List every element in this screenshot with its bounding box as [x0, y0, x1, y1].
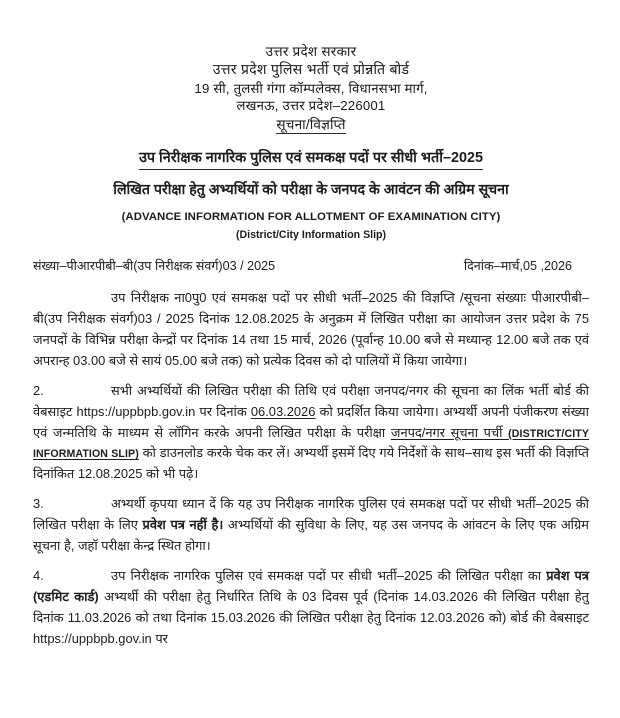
paragraph-text: अभ्यर्थी की परीक्षा हेतु निर्धारित तिथि के 03 दिवस पूर्व (दिनांक 14.03.2026 की लिखित परीक्षा हेतु दिनांक 11.03.2026 को तथा दिनांक 15.03.2026 की लिखित परीक्षा हेतु दिनांक 12.03.2026 को) बोर्ड की वेबसाइट: [33, 588, 589, 625]
org-board-name: उत्तर प्रदेश पुलिस भर्ती एवं प्रोन्नति बोर्ड: [212, 61, 410, 78]
page-title-english: (ADVANCE INFORMATION FOR ALLOTMENT OF EXAMINATION CITY): [121, 211, 501, 224]
paragraph-number: 3.: [33, 496, 44, 512]
paragraph-text: पर दिनांक: [195, 403, 251, 419]
page-subtitle-english: (District/City Information Slip): [235, 229, 387, 242]
title-main-wrap: [33, 148, 589, 170]
letterhead: [33, 43, 589, 134]
org-state-name: उत्तर प्रदेश सरकार: [265, 44, 357, 59]
paragraph-text: को प्रदर्शित किया जायेगा। अभ्यर्थी अपनी पंजीकरण संख्या एवं जन्मतिथि के माध्यम से लॉगिन करके अपनी लिखित परीक्षा के परीक्षा: [33, 403, 589, 440]
emphasis-text: प्रवेश पत्र नहीं है।: [142, 517, 224, 533]
paragraph-number: 2.: [33, 382, 44, 398]
paragraph-2: [33, 381, 589, 486]
underlined-text: जनपद/नगर सूचना पर्ची: [390, 424, 509, 440]
title-block: [33, 148, 589, 241]
underlined-caps-text: (DISTRICT/CITY INFORMATION SLIP): [33, 427, 590, 461]
document-body: [33, 288, 589, 650]
paragraph-text: अभ्यर्थियों की सुविधा के लिए, यह उस जनपद के आंवटन के लिए एक अग्रिम सूचना है, जहॉ परीक्षा केन्द्र स्थित होगा।: [33, 517, 589, 554]
paragraph-number: 4.: [33, 568, 44, 584]
paragraph-text: पर: [151, 630, 168, 646]
paragraph-4: [33, 566, 589, 650]
website-url[interactable]: https://uppbpb.gov.in: [76, 403, 196, 419]
page-title: उप निरीक्षक नागरिक पुलिस एवं समकक्ष पदों पर सीधी भर्ती–2025: [139, 148, 483, 170]
paragraph-3: [33, 494, 589, 557]
emphasis-text: प्रवेश पत्र (एडमिट कार्ड): [33, 568, 589, 604]
notice-label-text: सूचना/विज्ञप्ति: [276, 117, 345, 135]
paragraph-1: [33, 288, 589, 372]
page-subtitle: लिखित परीक्षा हेतु अभ्यर्थियों को परीक्षा के जनपद के आवंटन की अग्रिम सूचना: [113, 182, 509, 199]
reference-number: संख्या–पीआरपीबी–बी(उप निरीक्षक संवर्ग)03 / 2025: [33, 259, 276, 274]
underlined-text: 06.03.2026: [250, 403, 316, 419]
org-address-line-2: लखनऊ, उत्तर प्रदेश–226001: [236, 98, 386, 114]
paragraph-text: सभी अभ्यर्थियों की लिखित परीक्षा की तिथि एवं परीक्षा जनपद/नगर की सूचना का लिंक भर्ती बोर्ड की वेबसाइट: [33, 382, 589, 419]
paragraph-text: को डाउनलोड करके चेक कर लें। अभ्यर्थी इसमें दिए गये निर्देशों के साथ–साथ इस भर्ती की विज्ञप्ति दिनांकित 12.08.2025 को भी पढ़े।: [33, 445, 589, 482]
paragraph-text: उप निरीक्षक नागरिक पुलिस एवं समकक्ष पदों पर सीधी भर्ती–2025 की लिखित परीक्षा का: [111, 568, 547, 584]
paragraph-text: अभ्यर्थी कृपया ध्यान दें कि यह उप निरीक्षक नागरिक पुलिस एवं समकक्ष पदों पर सीधी भर्ती–2025 की लिखित परीक्षा के लिए: [33, 496, 589, 533]
org-address-line-1: 19 सी, तुलसी गंगा कॉम्पलेक्स, विधानसभा मार्ग,: [194, 80, 428, 96]
paragraph-text: उप निरीक्षक ना0पु0 एवं समकक्ष पदों पर सीधी भर्ती–2025 की विज्ञप्ति /सूचना संख्याः पीआरपीबी–बी(उप निरीक्षक संवर्ग)03 / 2025 दिनांक 12.08.2025 के अनुक्रम में लिखित परीक्षा का आयोजन उत्तर प्रदेश के 75 जनपदों के विभिन्न परीक्षा केन्द्रों पर दिनांक 14 तथा 15 मार्च, 2026 (पूर्वान्ह 10.00 बजे से मध्यान्ह 12.00 बजे तक एवं अपरान्ह 03.00 बजे से सायं 05.00 बजे तक) को प्रत्येक दिवस को दो पालियों में किया जायेगा।: [33, 290, 589, 368]
document-date: दिनांक–मार्च,05 ,2026: [463, 259, 572, 274]
notice-label: [33, 116, 589, 135]
reference-row: [33, 257, 589, 274]
website-url[interactable]: https://uppbpb.gov.in: [33, 630, 152, 646]
